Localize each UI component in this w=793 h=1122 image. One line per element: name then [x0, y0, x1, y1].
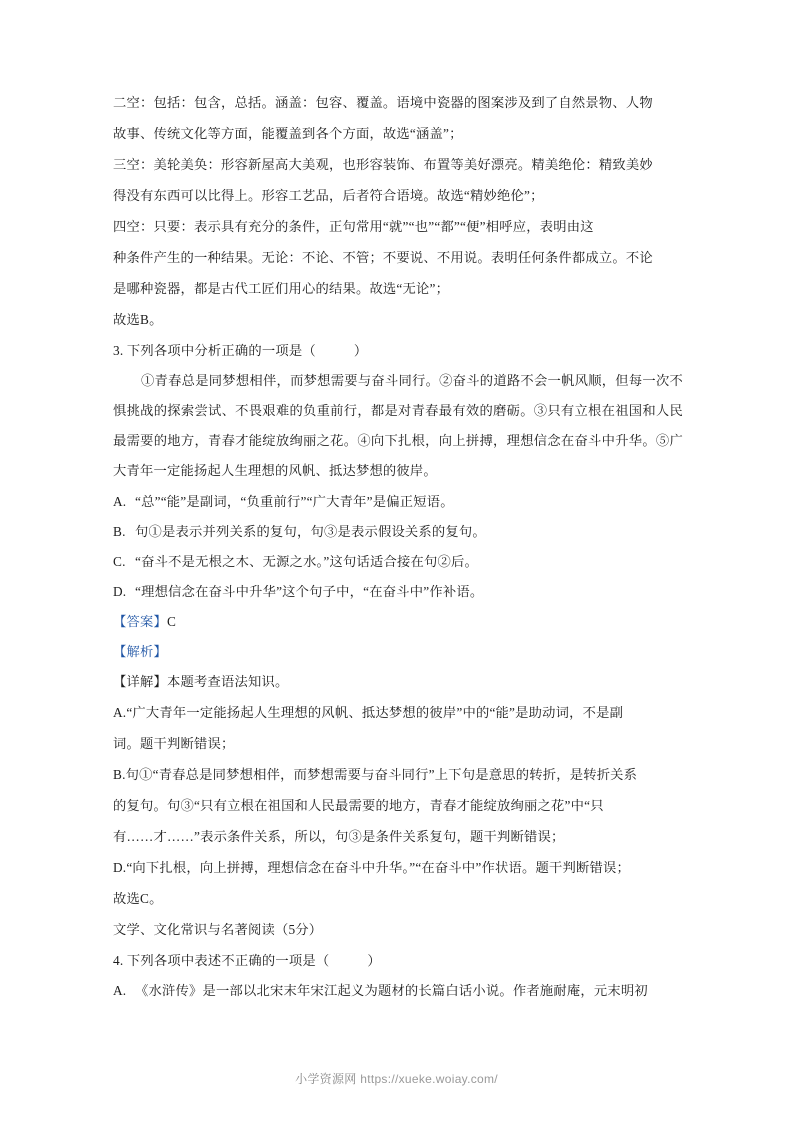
question-3-option-c — [113, 547, 683, 577]
analysis-label: 【解析】 — [113, 644, 167, 659]
question-3-stem — [113, 336, 683, 366]
detail-line: 词。题干判断错误； — [113, 736, 235, 751]
option-text: 《水浒传》是一部以北宋末年宋江起义为题材的长篇白话小说。作者施耐庵，元末明初 — [135, 983, 648, 998]
question-3-option-a — [113, 487, 683, 517]
question-3-number: 3. — [113, 343, 124, 358]
detail-line: B.句①“青春总是同梦想相伴，而梦想需要与奋斗同行”上下句是意思的转折，是转折关系 — [113, 767, 638, 782]
detail-line: D.“向下扎根，向上拼搏，理想信念在奋斗中升华。”“在奋斗中”作状语。题干判断错误； — [113, 860, 630, 875]
question-3-option-d — [113, 577, 683, 607]
paragraph: 二空：包括：包含，总括。涵盖：包容、覆盖。语境中瓷器的图案涉及到了自然景物、人物 — [113, 95, 653, 110]
question-3-text: 下列各项中分析正确的一项是（ — [126, 343, 316, 358]
paragraph: 四空：只要：表示具有充分的条件，正句常用“就”“也”“都”“便”相呼应，表明由这 — [113, 219, 594, 234]
detail-line: A.“广大青年一定能扬起人生理想的风帆、抵达梦想的彼岸”中的“能”是助动词，不是副 — [113, 705, 624, 720]
question-4-text: 下列各项中表述不正确的一项是（ — [126, 953, 330, 968]
analysis-line — [113, 637, 683, 667]
question-4-stem — [113, 946, 683, 976]
option-label: B. — [113, 524, 126, 539]
detail-line: 有……才……”表示条件关系，所以，句③是条件关系复句，题干判断错误； — [113, 829, 565, 844]
option-label: C. — [113, 554, 126, 569]
document-content — [113, 88, 683, 1006]
watermark-brand: 小学资源网 — [295, 1072, 357, 1086]
option-text: “理想信念在奋斗中升华”这个句子中，“在奋斗中”作补语。 — [135, 584, 484, 599]
paragraph: 得没有东西可以比得上。形容工艺品，后者符合语境。故选“精妙绝伦”； — [113, 188, 544, 203]
detail-line: 故选C。 — [113, 891, 163, 906]
question-3-body: ①青春总是同梦想相伴，而梦想需要与奋斗同行。②奋斗的道路不会一帆风顺，但每一次不惧挑战的探索尝试、不畏艰难的负重前行，都是对青春最有效的磨砺。③只有立根在祖国和人民最需要的地方，青春才能绽放绚丽之花。④向下扎根，向上拼搏，理想信念在奋斗中升华。⑤广大青年一定能扬起人生理想的风帆、抵达梦想的彼岸。 — [113, 373, 683, 478]
option-label: A. — [113, 494, 127, 509]
paragraph: 故选B。 — [113, 312, 163, 327]
option-label: A. — [113, 983, 127, 998]
answer-line — [113, 607, 683, 637]
answer-value: C — [167, 614, 177, 629]
option-text: “总”“能”是副词，“负重前行”“广大青年”是偏正短语。 — [135, 494, 454, 509]
option-text: “奋斗不是无根之木、无源之水。”这句话适合接在句②后。 — [135, 554, 478, 569]
question-4-stem-end: ） — [367, 953, 381, 968]
watermark-footer — [0, 1070, 793, 1087]
detail-line: 的复句。句③“只有立根在祖国和人民最需要的地方，青春才能绽放绚丽之花”中“只 — [113, 798, 604, 813]
question-3-stem-end: ） — [353, 343, 368, 358]
section-heading: 文学、文化常识与名著阅读（5分） — [113, 922, 323, 937]
paragraph: 是哪种瓷器，都是古代工匠们用心的结果。故选“无论”； — [113, 281, 450, 296]
paragraph: 故事、传统文化等方面，能覆盖到各个方面，故选“涵盖”； — [113, 126, 463, 141]
option-label: D. — [113, 584, 127, 599]
option-text: 句①是表示并列关系的复句，句③是表示假设关系的复句。 — [135, 524, 486, 539]
question-4-option-a — [113, 976, 683, 1006]
watermark-url: https://xueke.woiay.com/ — [360, 1072, 498, 1086]
question-4-number: 4. — [113, 953, 124, 968]
paragraph: 种条件产生的一种结果。无论：不论、不管；不要说、不用说。表明任何条件都成立。不论 — [113, 250, 653, 265]
question-3-option-b — [113, 517, 683, 547]
paragraph: 三空：美轮美奂：形容新屋高大美观，也形容装饰、布置等美好漂亮。精美绝伦：精致美妙 — [113, 157, 653, 172]
detail-line: 【详解】本题考查语法知识。 — [113, 674, 289, 689]
answer-label: 【答案】 — [113, 614, 167, 629]
